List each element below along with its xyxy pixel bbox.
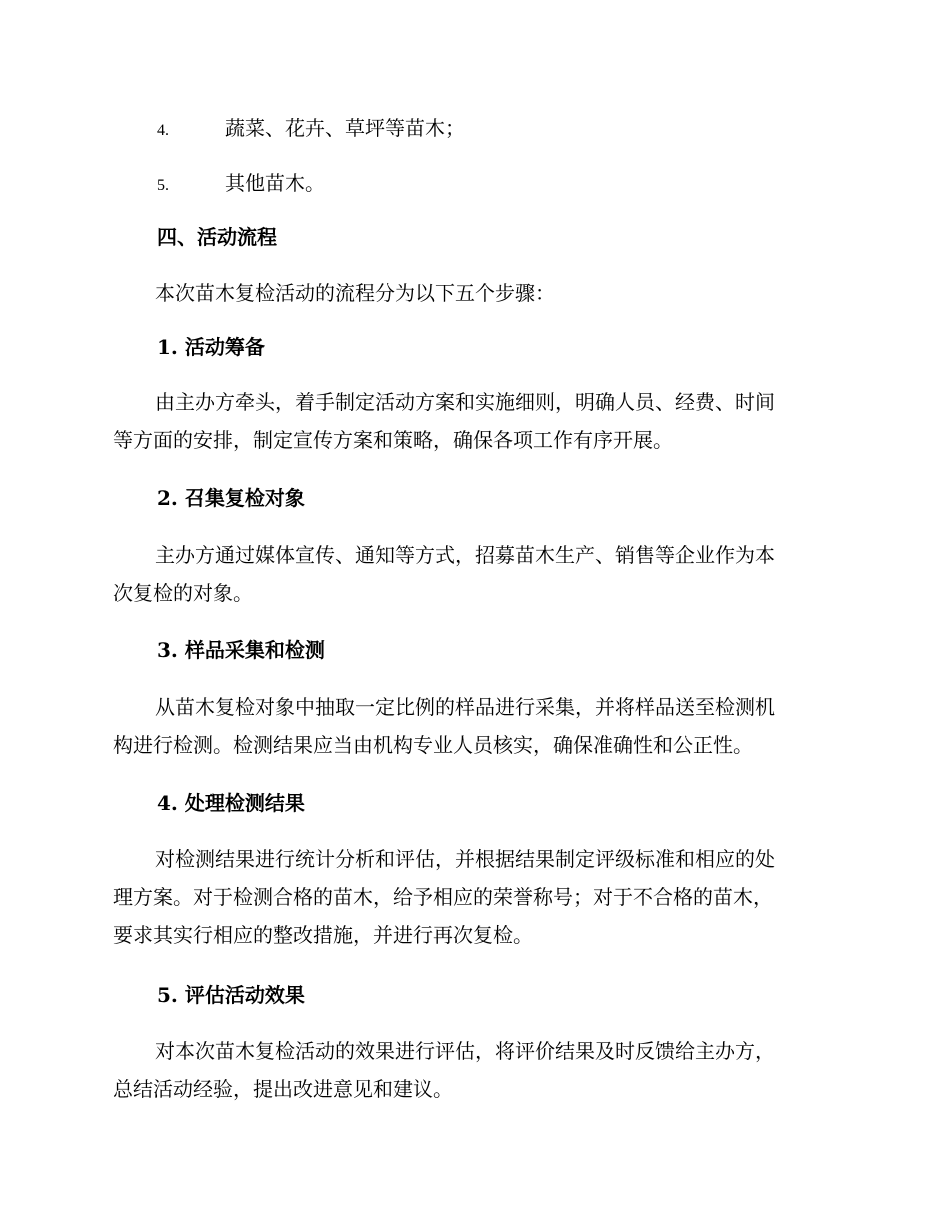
paragraph-line: 等方面的安排，制定宣传方案和策略，确保各项工作有序开展。 [113, 428, 673, 452]
list-item-text: 其他苗木。 [225, 171, 325, 195]
paragraph-line: 构进行检测。检测结果应当由机构专业人员核实，确保准确性和公正性。 [113, 733, 753, 757]
step-title: 5. 评估活动效果 [157, 983, 305, 1007]
list-item [157, 171, 325, 198]
step-title: 4. 处理检测结果 [157, 791, 305, 815]
intro-text: 本次苗木复检活动的流程分为以下五个步骤： [155, 281, 555, 305]
step-paragraph [113, 536, 833, 612]
paragraph-line: 次复检的对象。 [113, 581, 253, 605]
paragraph-line: 对本次苗木复检活动的效果进行评估，将评价结果及时反馈给主办方， [155, 1039, 775, 1063]
step-title: 2. 召集复检对象 [157, 486, 305, 510]
paragraph-line: 理方案。对于检测合格的苗木，给予相应的荣誉称号；对于不合格的苗木， [113, 885, 773, 909]
step-paragraph [113, 1032, 833, 1108]
list-item-number: 4. [157, 122, 169, 139]
step-paragraph [113, 840, 833, 954]
list-item [157, 116, 465, 143]
step-paragraph [113, 383, 833, 459]
step-title: 3. 样品采集和检测 [157, 638, 325, 662]
paragraph-line: 总结活动经验，提出改进意见和建议。 [113, 1077, 453, 1101]
paragraph-line: 由主办方牵头，着手制定活动方案和实施细则，明确人员、经费、时间 [155, 390, 775, 414]
list-item-number: 5. [157, 177, 169, 194]
paragraph-line: 主办方通过媒体宣传、通知等方式，招募苗木生产、销售等企业作为本 [155, 543, 775, 567]
paragraph-line: 从苗木复检对象中抽取一定比例的样品进行采集，并将样品送至检测机 [155, 695, 775, 719]
list-item-text: 蔬菜、花卉、草坪等苗木； [225, 116, 465, 140]
step-paragraph [113, 688, 833, 764]
intro-paragraph [113, 274, 833, 312]
step-title: 1. 活动筹备 [157, 335, 265, 359]
paragraph-line: 要求其实行相应的整改措施，并进行再次复检。 [113, 923, 533, 947]
section-title: 四、活动流程 [157, 225, 277, 249]
paragraph-line: 对检测结果进行统计分析和评估，并根据结果制定评级标准和相应的处 [155, 847, 775, 871]
